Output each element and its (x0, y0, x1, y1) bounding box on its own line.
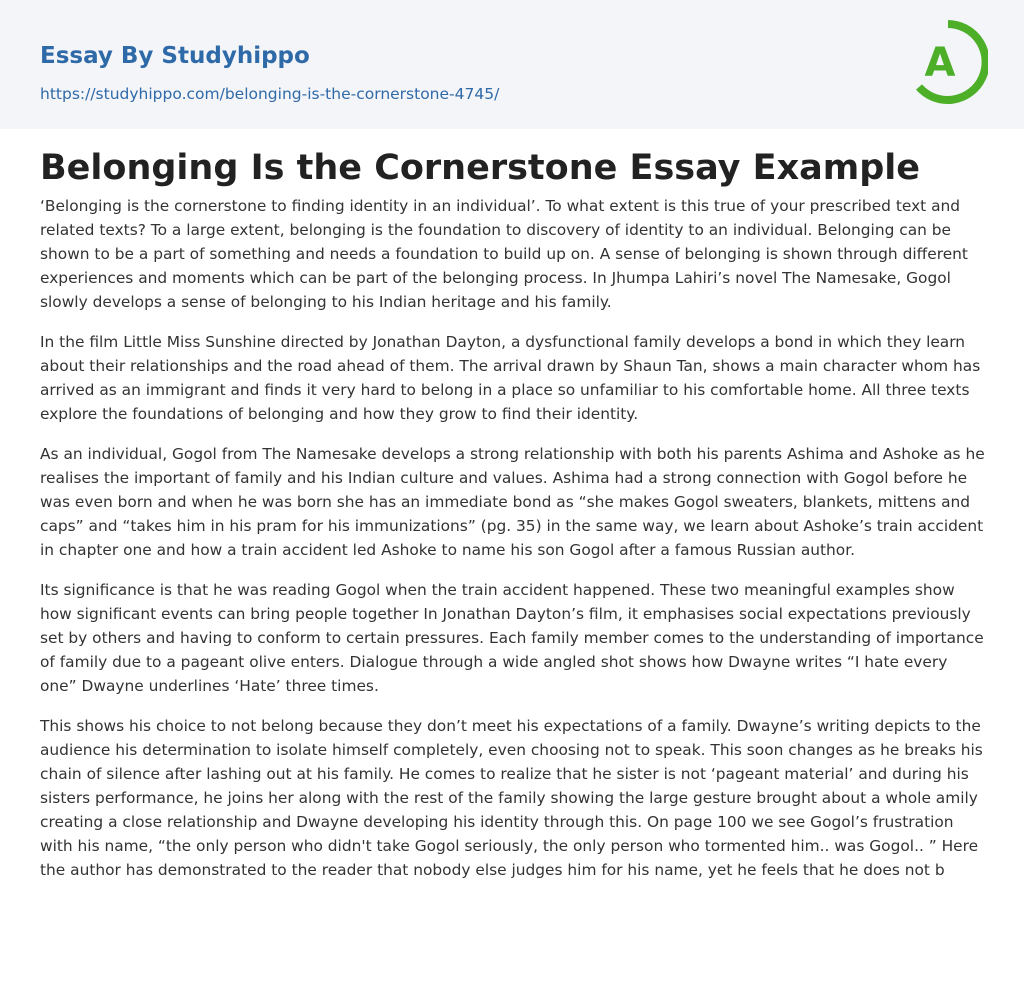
studyhippo-logo-icon[interactable] (908, 18, 988, 106)
essay-paragraph: This shows his choice to not belong because they don’t meet his expectations of a family. Dwayne’s writing depicts to the audience his determination to isolate himself completely, even choosing not to speak. This soon changes as he breaks his chain of silence after lashing out at his family. He comes to realize that he sister is not ‘pageant material’ and during his sisters performance, he joins her along with the rest of the family showing the large gesture brought about a whole amily creating a close relationship and Dwayne developing his identity through this. On page 100 we see Gogol’s frustration with his name, “the only person who didn't take Gogol seriously, the only person who tormented him.. was Gogol.. ” Here the author has demonstrated to the reader that nobody else judges him for his name, yet he feels that he does not b (40, 717, 983, 879)
essay-paragraph: ‘Belonging is the cornerstone to finding identity in an individual’. To what extent is this true of your prescribed text and related texts? To a large extent, belonging is the foundation to discovery of identity to an individual. Belonging can be shown to be a part of something and needs a foundation to build up on. A sense of belonging is shown through different experiences and moments which can be part of the belonging process. In Jhumpa Lahiri’s novel The Namesake, Gogol slowly develops a sense of belonging to his Indian heritage and his family. (40, 197, 968, 311)
site-brand[interactable]: Essay By Studyhippo (40, 43, 310, 69)
essay-paragraph: As an individual, Gogol from The Namesake develops a strong relationship with both his parents Ashima and Ashoke as he realises the important of family and his Indian culture and values. Ashima had a strong connection with Gogol before he was even born and when he was born she has an immediate bond as “she makes Gogol sweaters, blankets, mittens and caps” and “takes him in his pram for his immunizations” (pg. 35) in the same way, we learn about Ashoke’s train accident in chapter one and how a train accident led Ashoke to name his son Gogol after a famous Russian author. (40, 445, 985, 559)
page-url-link[interactable]: https://studyhippo.com/belonging-is-the-cornerstone-4745/ (40, 85, 500, 103)
page-title: Belonging Is the Cornerstone Essay Example (40, 148, 921, 188)
essay-paragraph: Its significance is that he was reading Gogol when the train accident happened. These two meaningful examples show how significant events can bring people together In Jonathan Dayton’s film, it emphasises social expectations previously set by others and having to conform to certain pressures. Each family member comes to the understanding of importance of family due to a pageant olive enters. Dialogue through a wide angled shot shows how Dwayne writes “I hate every one” Dwayne underlines ‘Hate’ three times. (40, 581, 984, 695)
essay-paragraph: In the film Little Miss Sunshine directed by Jonathan Dayton, a dysfunctional family develops a bond in which they learn about their relationships and the road ahead of them. The arrival drawn by Shaun Tan, shows a main character whom has arrived as an immigrant and finds it very hard to belong in a place so unfamiliar to his comfortable home. All three texts explore the foundations of belonging and how they grow to find their identity. (40, 333, 981, 423)
site-header (0, 0, 1024, 129)
essay-body (40, 194, 988, 898)
logo-letter: A (924, 40, 956, 86)
